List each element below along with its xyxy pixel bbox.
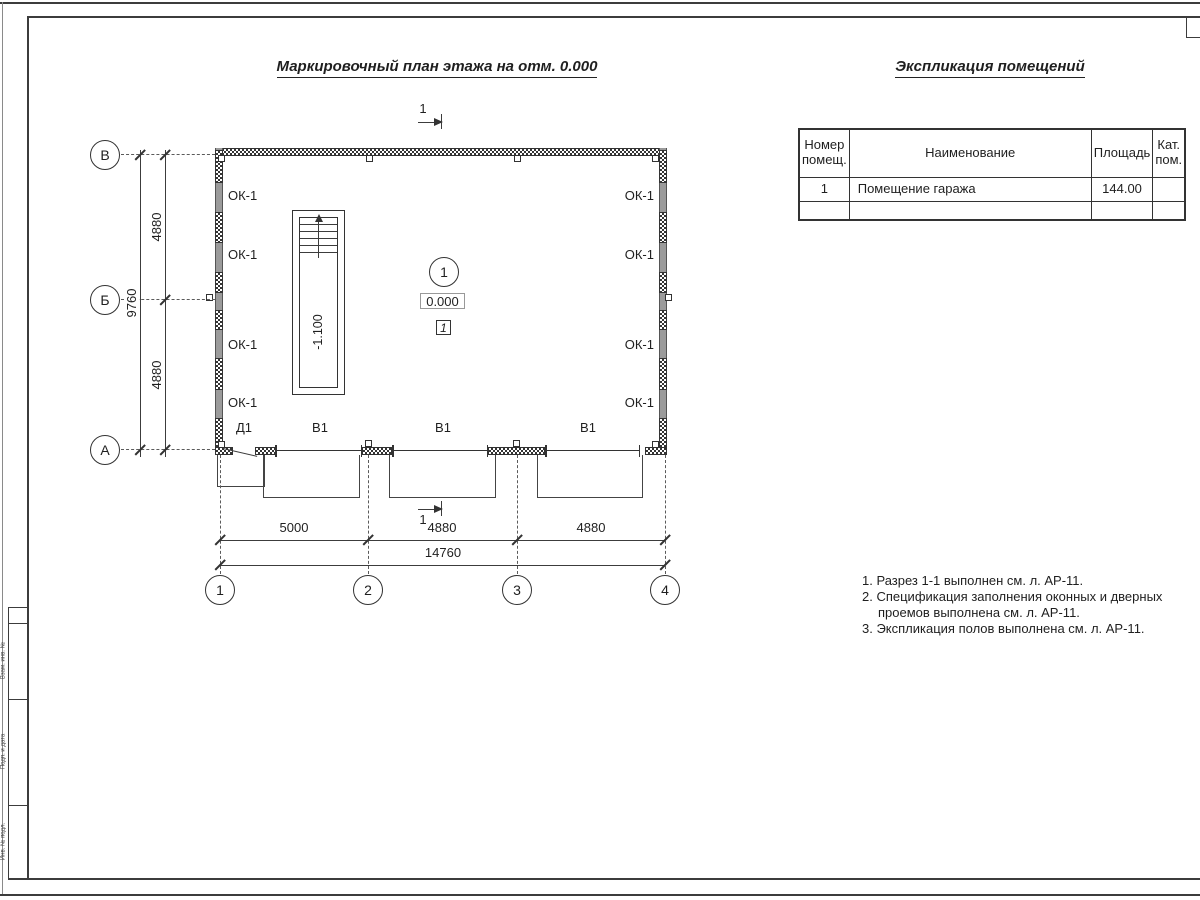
window-opening	[659, 310, 667, 330]
gate-label: В1	[312, 420, 328, 435]
section-number: 1	[419, 512, 427, 527]
column-mark	[513, 440, 520, 447]
wall-left	[215, 148, 223, 455]
axis-circle-a: А	[90, 435, 120, 465]
frame-inner-left	[27, 16, 29, 880]
dim-label: 4880	[576, 520, 606, 535]
gate-apron	[263, 455, 360, 498]
axis-line-a	[121, 449, 215, 450]
gate-opening	[545, 450, 640, 451]
axis-circle-3: 3	[502, 575, 532, 605]
dim-label: 4880	[150, 205, 164, 249]
stamp-divider	[8, 699, 28, 700]
window-opening	[659, 272, 667, 293]
window-opening	[659, 212, 667, 243]
axis-circle-1: 1	[205, 575, 235, 605]
axis-circle-v: В	[90, 140, 120, 170]
gate-label: В1	[435, 420, 451, 435]
schedule-header: Наименование	[849, 129, 1091, 177]
schedule-row	[799, 177, 1185, 201]
schedule-cell-name: Помещение гаража	[849, 177, 1091, 201]
room-number-marker: 1	[429, 257, 459, 287]
window-label: ОК-1	[228, 395, 258, 410]
window-opening	[215, 310, 223, 330]
window-label: ОК-1	[228, 247, 258, 262]
gate-apron	[389, 455, 496, 498]
note-line: 2. Спецификация заполнения оконных и дверных	[862, 589, 1163, 604]
schedule-cell-area: 144.00	[1091, 177, 1153, 201]
section-number: 1	[419, 101, 427, 116]
dim-line-left-segments	[165, 150, 166, 457]
window-label: ОК-1	[228, 337, 258, 352]
section-tick	[441, 114, 442, 129]
column-mark	[218, 155, 225, 162]
note-line: 3. Экспликация полов выполнена см. л. АР-11.	[862, 621, 1145, 636]
window-opening	[659, 418, 667, 450]
gate-apron	[537, 455, 643, 498]
dim-line-bottom-segments	[220, 540, 665, 541]
window-opening	[659, 358, 667, 390]
axis-line-2	[368, 455, 369, 574]
wall-pier	[488, 447, 545, 455]
axis-line-4	[665, 455, 666, 574]
gate-opening	[392, 450, 488, 451]
dim-label: 14760	[424, 545, 462, 560]
schedule-cell-number: 1	[799, 177, 849, 201]
dim-label: 4880	[427, 520, 457, 535]
note-line: 1. Разрез 1-1 выполнен см. л. АР-11.	[862, 573, 1084, 588]
elevation-label: 0.000	[420, 293, 465, 309]
schedule-title: Экспликация помещений	[860, 58, 1120, 78]
stamp-cell-label: Инв. № подл.	[0, 822, 7, 861]
frame-corner-cell	[1186, 16, 1200, 38]
room-schedule-table	[798, 128, 1186, 221]
window-label: ОК-1	[624, 337, 654, 352]
schedule-header: Площадь	[1091, 129, 1153, 177]
window-opening	[215, 212, 223, 243]
wall-top	[215, 148, 667, 156]
axis-line-3	[517, 455, 518, 574]
dim-label: 9760	[125, 281, 139, 325]
wall-right	[659, 148, 667, 455]
stamp-column-line	[8, 607, 9, 879]
porch	[217, 455, 265, 487]
stamp-divider	[8, 607, 28, 608]
dim-label: 4880	[150, 353, 164, 397]
column-mark	[652, 155, 659, 162]
column-mark	[365, 440, 372, 447]
schedule-row-empty	[799, 201, 1185, 220]
window-label: ОК-1	[624, 188, 654, 203]
gate-opening	[275, 450, 362, 451]
frame-inner-top	[27, 16, 1200, 18]
window-opening	[215, 272, 223, 293]
schedule-header: Номер помещ.	[799, 129, 849, 177]
axis-line-1	[220, 455, 221, 574]
stamp-cell-label: Подп. и дата	[0, 733, 7, 770]
plan-title: Маркировочный план этажа на отм. 0.000	[257, 58, 617, 78]
axis-line-v	[121, 154, 215, 155]
stamp-divider	[8, 623, 28, 624]
dim-line-bottom-total	[220, 565, 665, 566]
window-opening	[215, 358, 223, 390]
gate-label: В1	[580, 420, 596, 435]
section-tick	[441, 501, 442, 516]
dim-line-left-total	[140, 150, 141, 457]
note-line: проемов выполнена см. л. АР-11.	[878, 605, 1080, 620]
frame-inner-bottom	[8, 878, 1200, 880]
wall-pier	[255, 447, 277, 455]
stamp-cell-label: Взам. инв. №	[0, 641, 7, 680]
axis-circle-b: Б	[90, 285, 120, 315]
column-mark	[366, 155, 373, 162]
stair-direction-arrow	[315, 214, 323, 222]
stair-direction-line	[318, 222, 319, 258]
door-label: Д1	[235, 420, 253, 435]
frame-outer-top	[0, 2, 1200, 4]
wall-pier	[362, 447, 392, 455]
axis-circle-4: 4	[650, 575, 680, 605]
dim-label: 5000	[279, 520, 309, 535]
schedule-cell-cat	[1153, 177, 1185, 201]
wall-pier	[645, 447, 667, 455]
window-label: ОК-1	[624, 395, 654, 410]
pit-elevation-label: -1.100	[311, 308, 325, 356]
column-mark	[665, 294, 672, 301]
stamp-divider	[8, 805, 28, 806]
column-mark	[652, 441, 659, 448]
window-label: ОК-1	[228, 188, 258, 203]
window-label: ОК-1	[624, 247, 654, 262]
window-opening	[659, 150, 667, 183]
floor-type-marker: 1	[436, 320, 451, 335]
column-mark	[218, 441, 225, 448]
schedule-header: Кат. пом.	[1153, 129, 1185, 177]
column-mark	[514, 155, 521, 162]
frame-outer-bottom	[0, 894, 1200, 896]
axis-circle-2: 2	[353, 575, 383, 605]
